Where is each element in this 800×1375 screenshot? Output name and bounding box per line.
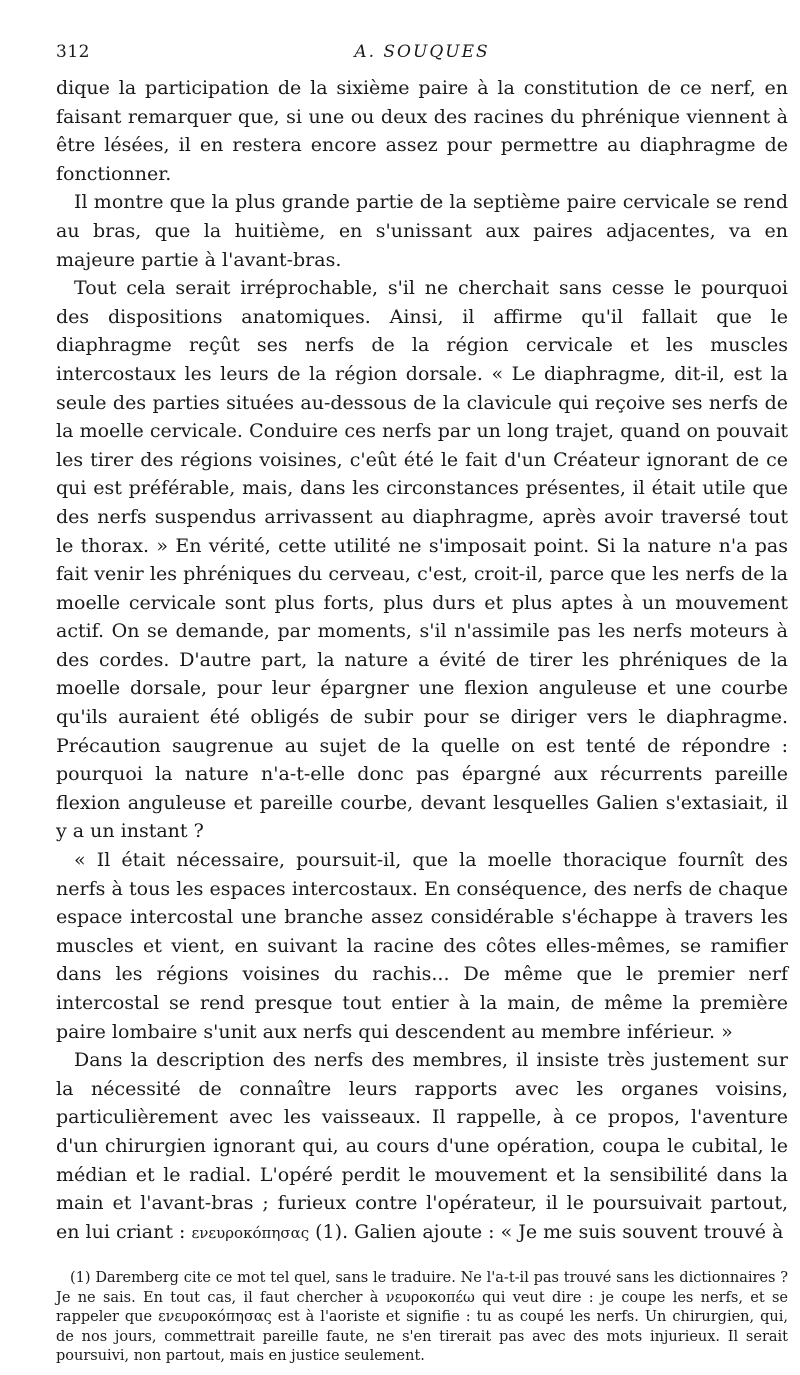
footnotes [56,1269,788,1366]
footnote-text: est à l'aoriste et signifie : tu as coupé les nerfs. Un chirurgien, qui, de nos jours, commettrait pareille faute, ne s'en tirerait pas avec des mots injurieux. Il serait poursuivi, non partout, mais en justice seulement. [56,1309,788,1364]
running-head: A. SOUQUES [354,42,490,62]
paragraph: « Il était nécessaire, poursuit-il, que la moelle thoracique fournît des nerfs à tous les espaces intercostaux. En conséquence, des nerfs de chaque espace intercostal une branche assez considérable s'échappe à travers les muscles et vient, en suivant la racine des côtes elles-mêmes, se ramifier dans les régions voisines du rachis... De même que le premier nerf intercostal se rend presque tout entier à la main, de même la première paire lombaire s'unit aux nerfs qui descendent au membre inférieur. » [56,849,788,1043]
page-number: 312 [56,42,90,62]
footnote-greek: ενευροκόπησας [158,1309,272,1326]
paragraph: Tout cela serait irréprochable, s'il ne cherchait sans cesse le pourquoi des dispositions anatomiques. Ainsi, il affirme qu'il fallait que le diaphragme reçût ses nerfs de la région cervicale et les muscles intercostaux les leurs de la région dorsale. « Le diaphragme, dit-il, est la seule des parties situées au-dessous de la clavicule qui reçoive ses nerfs de la moelle cervicale. Conduire ces nerfs par un long trajet, quand on pouvait les tirer des régions voisines, c'eût été le fait d'un Créateur ignorant de ce qui est préférable, mais, dans les circonstances présentes, il était utile que des nerfs suspendus arrivassent au diaphragme, après avoir traversé tout le thorax. » En vérité, cette utilité ne s'imposait point. Si la nature n'a pas fait venir les phréniques du cerveau, c'est, croit-il, parce que les nerfs de la moelle cervicale sont plus forts, plus durs et plus aptes à un mouvement actif. On se demande, par moments, s'il n'assimile pas les nerfs moteurs à des cordes. D'autre part, la nature a évité de tirer les phréniques de la moelle dorsale, pour leur épargner une flexion anguleuse et une courbe qu'ils auraient été obligés de subir pour se diriger vers le diaphragme. Précaution saugrenue au sujet de la quelle on est tenté de répondre : pourquoi la nature n'a-t-elle donc pas épargné aux récurrents pareille flexion anguleuse et pareille courbe, devant lesquelles Galien s'extasiait, il y a un instant ? [56,277,788,843]
page-header [56,40,788,74]
greek-word: ενευροκόπησας [191,1223,310,1242]
body-text [56,74,788,1247]
footnote [56,1269,788,1366]
paragraph-tail: (1). Galien ajoute : « Je me suis souvent trouvé à [309,1220,784,1243]
paragraph-text: Dans la description des nerfs des membres, il insiste très justement sur la nécessité de connaître leurs rapports avec les organes voisins, particulièrement avec les vaisseaux. Il rappelle, à ce propos, l'aventure d'un chirurgien ignorant qui, au cours d'une opération, coupa le cubital, le médian et le radial. L'opéré perdit le mouvement et la sensibilité dans la main et l'avant-bras ; furieux contre l'opérateur, il le poursuivait partout, en lui criant : [56,1049,788,1243]
page [56,40,788,1366]
footnote-text: qui veut dire : je coupe les nerfs, et se rappeler que [56,1289,788,1326]
footnote-text: (1) Daremberg cite ce mot tel quel, sans le traduire. Ne l'a-t-il pas trouvé sans les dictionnaires ? Je ne sais. En tout cas, il faut chercher à [56,1270,788,1306]
footnote-greek: νευροκοπέω [385,1289,475,1306]
paragraph: dique la participation de la sixième paire à la constitution de ce nerf, en faisant remarquer que, si une ou deux des racines du phrénique viennent à être lésées, il en restera encore assez pour permettre au diaphragme de fonctionner. [56,77,788,185]
paragraph: Il montre que la plus grande partie de la septième paire cervicale se rend au bras, que la huitième, en s'unissant aux paires adjacentes, va en majeure partie à l'avant-bras. [56,191,788,271]
paragraph [56,1046,788,1247]
